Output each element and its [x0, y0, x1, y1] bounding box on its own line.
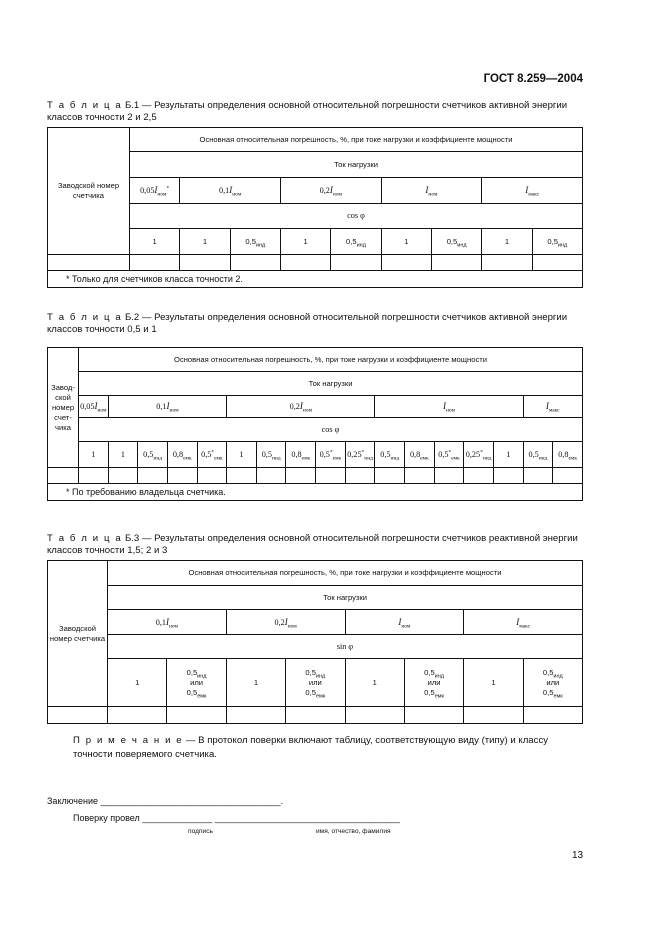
power-factor-cell: $0,5_{инд}$ или $0,5_{емк}$: [404, 659, 463, 707]
note: [73, 734, 583, 762]
current-symbol: I: [154, 185, 158, 195]
current-header-cell: [523, 396, 582, 418]
result-cell[interactable]: [138, 468, 168, 484]
pf-subscript: инд: [538, 455, 548, 462]
row-header-cell: Заводской номер счетчика: [48, 561, 108, 707]
pf-subscript: инд: [356, 242, 366, 249]
pf-subscript: емк: [214, 455, 223, 462]
result-cell[interactable]: [345, 707, 404, 724]
current-subscript: макс: [528, 191, 540, 198]
current-subscript: ном: [302, 407, 312, 414]
pf-subscript: инд: [153, 455, 163, 462]
row-header-cell: Завод-ской номер счет-чика: [48, 348, 79, 468]
result-cell[interactable]: [180, 255, 230, 271]
current-symbol: I: [299, 401, 303, 411]
sin-phi-header: sin φ: [108, 635, 583, 659]
current-header-cell: [227, 396, 375, 418]
power-factor-cell: $0,5_{инд}$ или $0,5_{емк}$: [286, 659, 345, 707]
main-header-cell: Основная относительная погрешность, %, при токе нагрузки и коэффициенте мощности: [108, 561, 583, 586]
footnote-star: *: [361, 448, 365, 455]
current-subscript: ном: [428, 191, 438, 198]
pf-subscript: емк: [332, 455, 342, 462]
result-cell[interactable]: [381, 255, 431, 271]
result-cell[interactable]: [523, 468, 553, 484]
power-factor-cell: $0,5_{инд}$: [523, 442, 553, 468]
current-symbol: I: [329, 185, 333, 195]
table-b2-caption: [47, 312, 583, 336]
row-header-cell: Заводской номер счетчика: [48, 128, 130, 255]
power-factor-cell: 1: [79, 442, 109, 468]
current-subscript: ном: [401, 623, 411, 630]
pf-subscript: инд: [271, 455, 281, 462]
current-symbol: I: [165, 616, 169, 627]
power-factor-cell: $0,5_{инд}$ или $0,5_{емк}$: [523, 659, 582, 707]
current-header-cell: [108, 610, 227, 635]
result-cell[interactable]: [48, 255, 130, 271]
result-cell[interactable]: [375, 468, 405, 484]
pf-subscript: емк: [183, 455, 192, 462]
power-factor-cell: 1: [226, 659, 285, 707]
power-factor-cell: $0,5_{инд}$: [375, 442, 405, 468]
coefficient: 0,05: [140, 186, 155, 195]
result-cell[interactable]: [286, 468, 316, 484]
pf-subscript: инд: [390, 455, 400, 462]
pf-subscript: инд: [482, 455, 492, 462]
power-factor-cell: 1: [482, 229, 532, 255]
load-current-header: Ток нагрузки: [108, 586, 583, 610]
result-cell[interactable]: [434, 468, 464, 484]
coefficient: 0,2: [319, 186, 330, 195]
power-factor-cell: $0,5_{инд}$: [431, 229, 481, 255]
result-cell[interactable]: [464, 707, 523, 724]
current-header-cell: [381, 178, 482, 204]
note-label: П р и м е ч а н и е: [73, 735, 184, 746]
caption-label: Т а б л и ц а: [47, 100, 123, 111]
current-symbol: I: [94, 401, 98, 411]
pf-subscript: инд: [255, 242, 266, 249]
signature-label: подпись: [188, 828, 213, 835]
coefficient: 0,1: [156, 402, 167, 411]
main-header-cell: Основная относительная погрешность, %, при токе нагрузки и коэффициенте мощности: [79, 348, 583, 372]
power-factor-cell: 1: [180, 229, 230, 255]
current-header-cell: [482, 178, 583, 204]
coefficient: 0,2: [289, 402, 300, 411]
result-cell[interactable]: [405, 468, 435, 484]
table-b1-caption: [47, 100, 583, 124]
power-factor-cell: $0,5_{инд}$: [256, 442, 286, 468]
result-cell[interactable]: [553, 468, 583, 484]
coefficient: 0,05: [80, 402, 95, 411]
pf-subscript: инд: [557, 242, 568, 249]
power-factor-cell: 1: [464, 659, 523, 707]
verified-by-line: Поверку провел ______________ _____________________________________: [73, 813, 401, 823]
pf-subscript: емк: [315, 693, 326, 700]
power-factor-cell: $0,8_{емк}$: [553, 442, 583, 468]
result-cell[interactable]: [167, 707, 226, 724]
power-factor-cell: $0,8_{емк}$: [405, 442, 435, 468]
current-header-cell: [345, 610, 464, 635]
current-subscript: макс: [519, 623, 531, 630]
power-factor-cell: 1: [227, 442, 257, 468]
table-footnote: * По требованию владельца счетчика.: [48, 484, 583, 501]
current-symbol: I: [425, 185, 429, 195]
power-factor-cell: $0,25^*_{инд}$: [464, 442, 494, 468]
power-factor-cell: $0,5^*_{емк}$: [316, 442, 346, 468]
current-symbol: I: [516, 616, 520, 627]
current-symbol: I: [229, 185, 233, 195]
pf-subscript: емк: [420, 455, 429, 462]
power-factor-cell: $0,5_{инд}$: [138, 442, 168, 468]
power-factor-cell: $0,25^*_{инд}$: [345, 442, 375, 468]
power-factor-cell: 1: [493, 442, 523, 468]
pf-subscript: емк: [553, 693, 563, 700]
caption-text: Б.3 — Результаты определения основной относительной погрешности счетчиков реактивной энергии классов точности 1,5; 2 и 3: [47, 533, 578, 556]
power-factor-cell: $0,5_{инд}$: [532, 229, 582, 255]
table-b1: [47, 127, 583, 288]
current-header-cell: [130, 178, 180, 204]
cos-phi-header: cos φ: [130, 204, 583, 229]
pf-subscript: емк: [301, 455, 311, 462]
current-header-cell: [464, 610, 583, 635]
footnote-star: *: [166, 185, 170, 192]
pf-subscript: инд: [197, 673, 207, 680]
cos-phi-header: cos φ: [79, 418, 583, 442]
power-factor-cell: $0,5_{инд}$ или $0,5_{емк}$: [167, 659, 226, 707]
pf-subscript: емк: [568, 455, 578, 462]
power-factor-cell: $0,5^*_{емк}$: [197, 442, 227, 468]
current-header-cell: [79, 396, 109, 418]
current-symbol: I: [166, 401, 170, 411]
result-cell[interactable]: [286, 707, 345, 724]
result-cell[interactable]: [280, 255, 330, 271]
current-symbol: I: [284, 616, 288, 627]
result-cell[interactable]: [226, 707, 285, 724]
power-factor-cell: 1: [280, 229, 330, 255]
note-text: — В протокол поверки включают таблицу, соответствующую виду (типу) и классу точности поверяемого счетчика.: [73, 735, 549, 760]
current-subscript: ном: [332, 191, 342, 198]
load-current-header: Ток нагрузки: [79, 372, 583, 396]
result-cell[interactable]: [130, 255, 180, 271]
current-header-cell: [226, 610, 345, 635]
result-cell[interactable]: [345, 468, 375, 484]
current-subscript: ном: [169, 407, 179, 414]
pf-subscript: инд: [434, 673, 444, 680]
power-factor-cell: $0,8_{емк}$: [286, 442, 316, 468]
caption-label: Т а б л и ц а: [47, 312, 123, 323]
current-symbol: I: [398, 616, 402, 627]
result-cell[interactable]: [464, 468, 494, 484]
power-factor-cell: 1: [108, 659, 167, 707]
power-factor-cell: $0,5^*_{емк}$: [434, 442, 464, 468]
result-cell[interactable]: [404, 707, 463, 724]
result-cell[interactable]: [316, 468, 346, 484]
table-b3-caption: [47, 533, 583, 557]
current-subscript: ном: [157, 191, 167, 198]
footnote-star: *: [329, 448, 333, 455]
result-cell[interactable]: [230, 255, 280, 271]
result-cell[interactable]: [493, 468, 523, 484]
result-cell[interactable]: [79, 468, 109, 484]
current-header-cell: [180, 178, 281, 204]
power-factor-cell: 1: [130, 229, 180, 255]
conclusion-line: Заключение ____________________________________.: [47, 796, 284, 806]
current-header-cell: [280, 178, 381, 204]
result-cell[interactable]: [523, 707, 582, 724]
load-current-header: Ток нагрузки: [130, 152, 583, 178]
current-subscript: ном: [287, 623, 297, 630]
power-factor-cell: 1: [108, 442, 138, 468]
caption-text: Б.1 — Результаты определения основной относительной погрешности счетчиков активной энергии классов точности 2 и 2,5: [47, 100, 568, 123]
power-factor-cell: $0,5_{инд}$: [331, 229, 381, 255]
power-factor-cell: 1: [345, 659, 404, 707]
result-cell[interactable]: [167, 468, 197, 484]
pf-subscript: емк: [197, 693, 207, 700]
current-header-cell: [375, 396, 523, 418]
coefficient: 0,1: [155, 617, 166, 627]
result-cell[interactable]: [108, 707, 167, 724]
current-symbol: I: [545, 401, 549, 411]
result-cell[interactable]: [532, 255, 582, 271]
current-symbol: I: [442, 401, 446, 411]
current-subscript: макс: [548, 407, 560, 414]
current-subscript: ном: [232, 191, 242, 198]
current-subscript: ном: [445, 407, 456, 414]
current-header-cell: [108, 396, 227, 418]
result-cell[interactable]: [108, 468, 138, 484]
page-number: 13: [572, 850, 584, 861]
main-header-cell: Основная относительная погрешность, %, при токе нагрузки и коэффициенте мощности: [130, 128, 583, 152]
pf-subscript: емк: [434, 693, 444, 700]
table-b3: [47, 560, 583, 724]
power-factor-cell: $0,8_{емк}$: [167, 442, 197, 468]
result-cell[interactable]: [331, 255, 381, 271]
footnote-star: *: [480, 448, 483, 455]
power-factor-cell: $0,5_{инд}$: [230, 229, 280, 255]
footnote-star: *: [211, 448, 215, 455]
power-factor-cell: 1: [381, 229, 431, 255]
result-cell[interactable]: [197, 468, 227, 484]
result-cell[interactable]: [48, 707, 108, 724]
table-b2: [47, 347, 583, 501]
pf-subscript: инд: [457, 242, 467, 249]
result-cell[interactable]: [482, 255, 532, 271]
result-cell[interactable]: [256, 468, 286, 484]
current-subscript: ном: [97, 407, 107, 414]
pf-subscript: инд: [553, 673, 563, 680]
document-header: ГОСТ 8.259—2004: [483, 73, 583, 85]
footnote-star: *: [448, 448, 452, 455]
caption-label: Т а б л и ц а: [47, 533, 123, 544]
full-name-label: имя, отчество, фамилия: [316, 828, 391, 835]
pf-subscript: инд: [315, 673, 326, 680]
pf-subscript: инд: [364, 455, 373, 462]
coefficient: 0,1: [219, 186, 230, 195]
table-footnote: * Только для счетчиков класса точности 2.: [48, 271, 583, 288]
current-symbol: I: [525, 185, 529, 195]
pf-subscript: емк: [451, 455, 460, 462]
result-cell[interactable]: [227, 468, 257, 484]
coefficient: 0,2: [274, 617, 285, 627]
current-subscript: ном: [168, 623, 179, 630]
result-cell[interactable]: [48, 468, 79, 484]
caption-text: Б.2 — Результаты определения основной относительной погрешности счетчиков активной энергии классов точности 0,5 и 1: [47, 312, 568, 335]
result-cell[interactable]: [431, 255, 481, 271]
